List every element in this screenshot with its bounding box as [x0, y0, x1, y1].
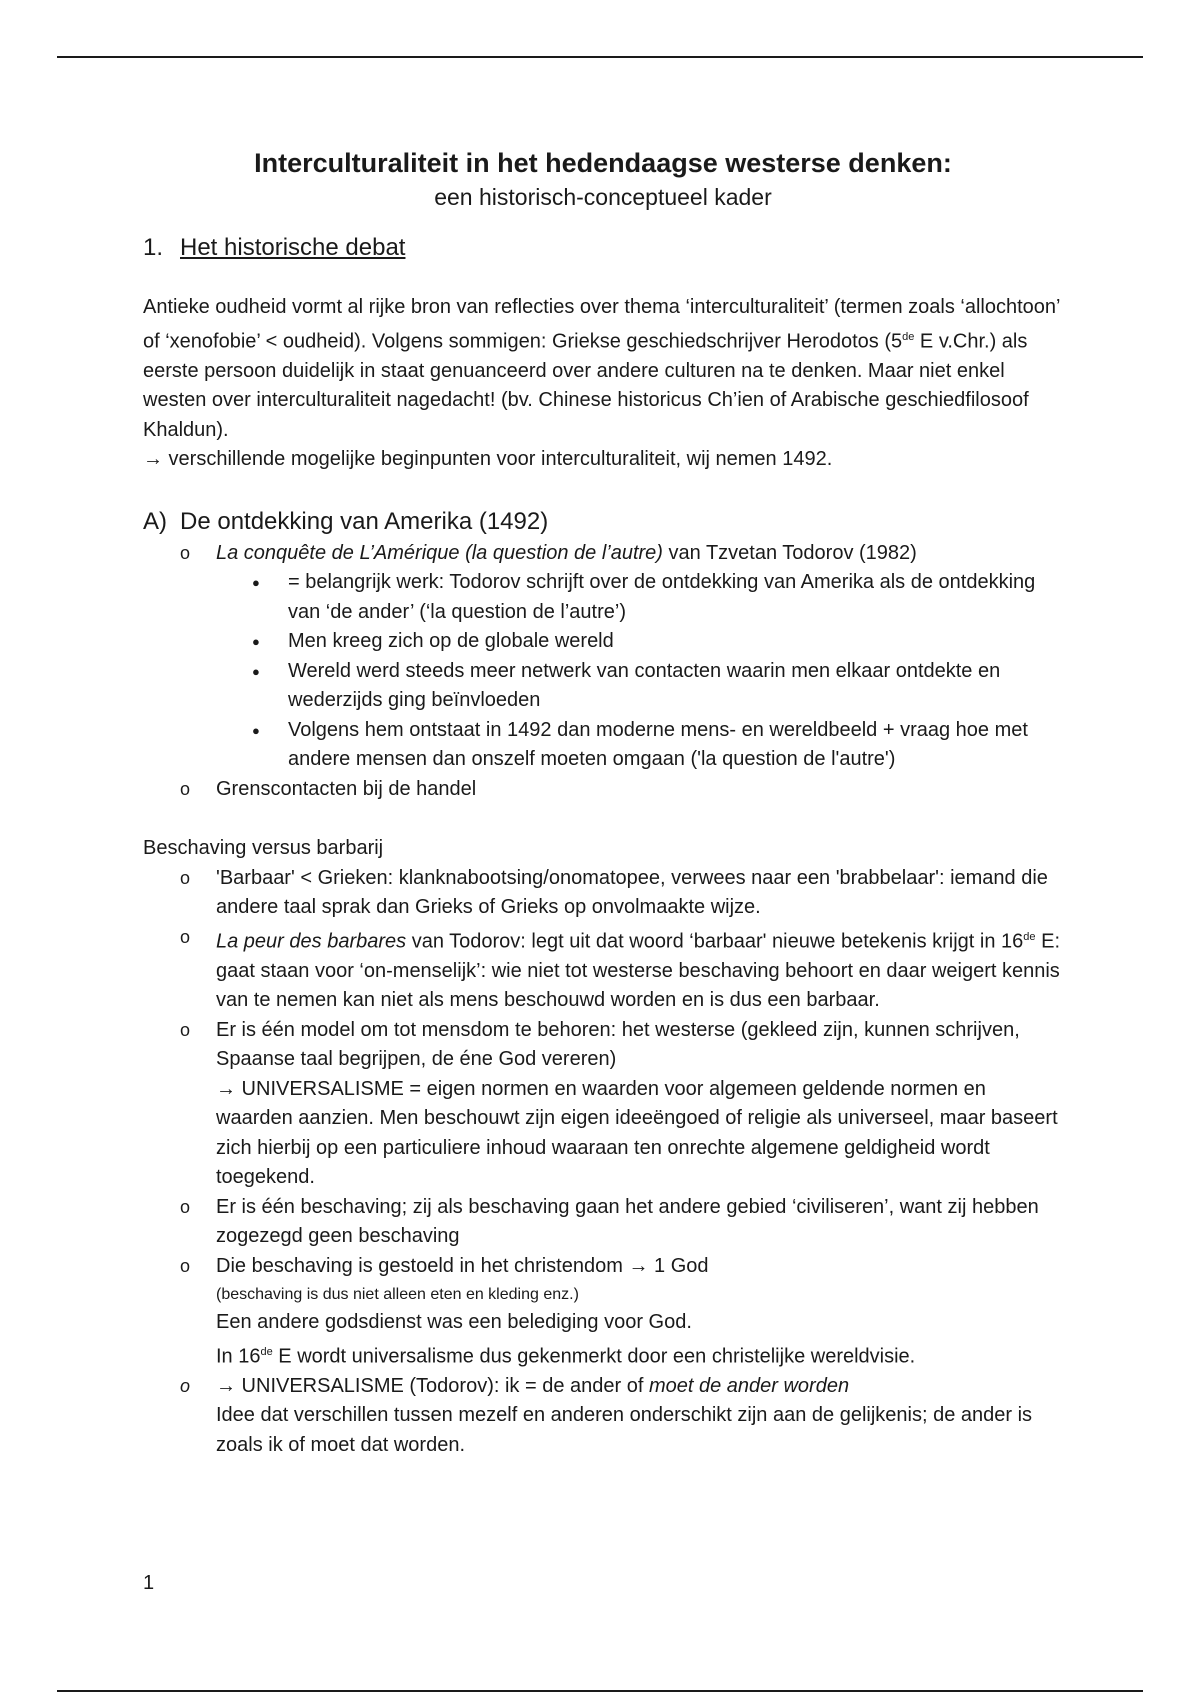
list-item: o Die beschaving is gestoeld in het christendom → 1 God (beschaving is dus niet alleen eten en kleding enz.) Een andere godsdienst was een belediging voor God. In 16de E wordt universalisme dus gekenmerkt door een christelijke wereldvisie. [180, 1252, 1063, 1372]
list-item: o Er is één beschaving; zij als beschaving gaan het andere gebied ‘civiliseren’, want zij hebben zogezegd geen beschaving [180, 1193, 1063, 1252]
list-item: o Er is één model om tot mensdom te behoren: het westerse (gekleed zijn, kunnen schrijven, Spaanse taal begrijpen, de éne God vereren) → UNIVERSALISME = eigen normen en waarden voor algemeen geldende normen en waarden aanzien. Men beschouwt zijn eigen ideeëngoed of religie als universeel, maar baseert zich hierbij op een particuliere inhoud waaraan ten onrechte algemene geldigheid wordt toegekend. [180, 1016, 1063, 1193]
footer-rule [57, 1690, 1143, 1692]
superscript: de [1023, 930, 1036, 943]
section-a-title: De ontdekking van Amerika (1492) [180, 507, 549, 535]
bullet-item: ● Wereld werd steeds meer netwerk van contacten waarin men elkaar ontdekte en wederzijds ging beïnvloeden [252, 657, 1063, 716]
book-title: La peur des barbares [216, 930, 407, 953]
section-a-list [143, 539, 1063, 805]
bullet-item: ● Volgens hem ontstaat in 1492 dan moderne mens- en wereldbeeld + vraag hoe met andere mensen dan onszelf moeten omgaan ('la question de l'autre') [252, 716, 1063, 775]
list-item: o La conquête de L’Amérique (la question de l’autre) van Tzvetan Todorov (1982) ● = belangrijk werk: Todorov schrijft over de ontdekking van Amerika als de ontdekking van ‘de ander’ (‘la question de l’autre’) ● Men kreeg zich op de globale wereld ● Wereld werd steeds meer netwerk van contacten waarin men elkaar ontdekte en wederzijds ging beïnvloeden ● Volgens hem ontstaat in 1492 dan moderne mens- en wereldbeeld + vraag hoe met andere mensen dan onszelf moeten omgaan ('la question de l'autre') [180, 539, 1063, 775]
document-title: Interculturaliteit in het hedendaagse westerse denken: [254, 148, 952, 178]
list-item: o → UNIVERSALISME (Todorov): ik = de ander of moet de ander worden Idee dat verschillen tussen mezelf en anderen onderschikt zijn aan de gelijkenis; de ander is zoals ik of moet dat worden. [180, 1372, 1063, 1461]
list-item: o La peur des barbares van Todorov: legt uit dat woord ‘barbaar' nieuwe betekenis krijgt in 16de E: gaat staan voor ‘on-menselijk’: wie niet tot westerse beschaving behoort en daar weigert kennis van te nemen kan niet als mens beschouwd worden en is dus een barbaar. [180, 923, 1063, 1016]
intro-paragraph: Antieke oudheid vormt al rijke bron van reflecties over thema ‘interculturaliteit’ (termen zoals ‘allochtoon’ of ‘xenofobie’ < oudheid). Volgens sommigen: Griekse geschiedschrijver Herodotos (5de E v.Chr.) als eerste persoon duidelijk in staat genuanceerd over andere culturen na te denken. Maar niet enkel westen over interculturaliteit nagedacht! (bv. Chinese historicus Ch’ien of Arabische geschiedfilosoof Khaldun). [143, 296, 1060, 441]
section-heading-1 [143, 231, 1063, 265]
section-title: Het historische debat [180, 234, 406, 261]
list-item: o Grenscontacten bij de handel [180, 775, 1063, 805]
bullet-list [216, 568, 1063, 775]
superscript: de [902, 330, 915, 343]
beschaving-heading: Beschaving versus barbarij [143, 837, 384, 860]
document-subtitle: een historisch-conceptueel kader [434, 184, 772, 210]
document-page [143, 145, 1063, 1460]
section-number: 1. [143, 234, 164, 261]
superscript: de [260, 1345, 273, 1358]
bullet-item: ● Men kreeg zich op de globale wereld [252, 627, 1063, 657]
beschaving-list [143, 864, 1063, 1461]
bullet-item: ● = belangrijk werk: Todorov schrijft over de ontdekking van Amerika als de ontdekking van ‘de ander’ (‘la question de l’autre’) [252, 568, 1063, 627]
intro-conclusion: → verschillende mogelijke beginpunten voor interculturaliteit, wij nemen 1492. [143, 448, 833, 471]
section-heading-a [143, 505, 1063, 539]
header-rule [57, 56, 1143, 58]
page-number: 1 [143, 1572, 155, 1594]
small-note: (beschaving is dus niet alleen eten en kleding enz.) [216, 1286, 579, 1304]
book-title: La conquête de L’Amérique (la question de l’autre) [216, 541, 663, 564]
section-letter: A) [143, 507, 167, 535]
list-item: o 'Barbaar' < Grieken: klanknabootsing/onomatopee, verwees naar een 'brabbelaar': iemand die andere taal sprak dan Grieks of Grieks op onvolmaakte wijze. [180, 864, 1063, 923]
